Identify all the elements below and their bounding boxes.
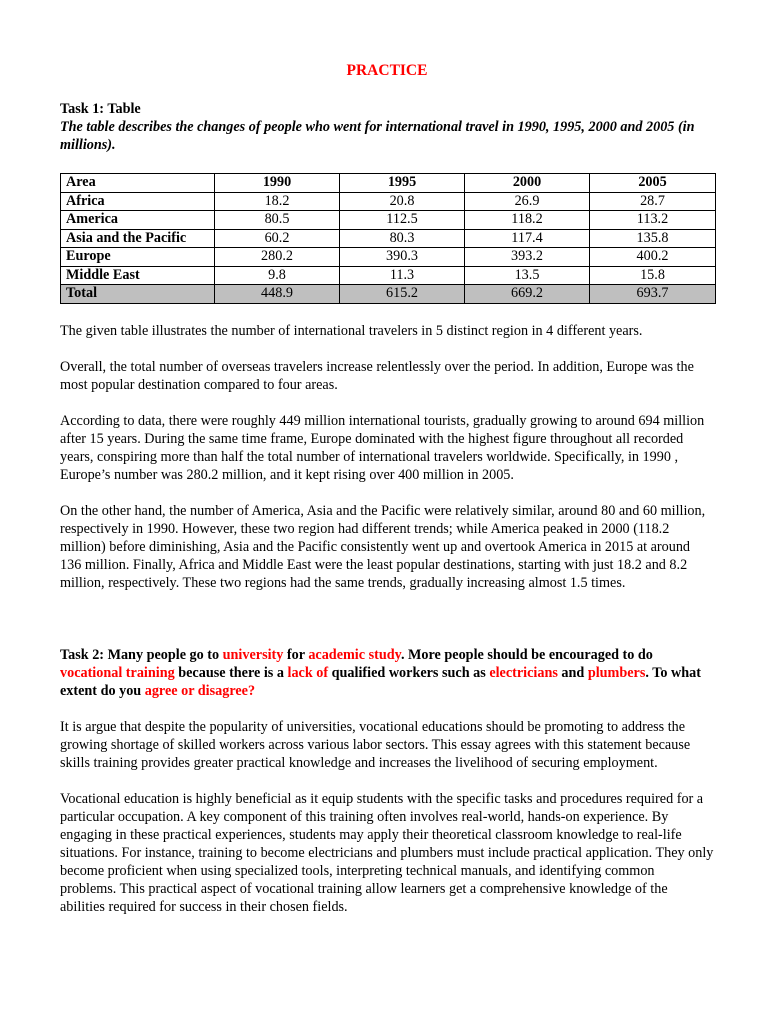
table-cell: 393.2 <box>465 248 590 267</box>
table-total-row <box>61 285 716 304</box>
table-cell: 9.8 <box>215 266 340 285</box>
task2-segment: for <box>283 646 309 663</box>
task2-prompt <box>60 646 714 700</box>
task2-segment: and <box>557 664 588 681</box>
table-row <box>61 211 716 230</box>
table-cell: 20.8 <box>340 192 465 211</box>
table-row <box>61 248 716 267</box>
task2-paragraph: Vocational education is highly beneficial as it equip students with the specific tasks and procedures required for a particular occupation. A key component of this training often involves real-world, hands-on experience. By engaging in these practical experiences, students may apply their theoretical classroom knowledge to real-life situations. For instance, training to become electricians and plumbers must include practical application. They only become proficient when using specialized tools, interpreting technical manuals, and identifying common problems. This practical aspect of vocational training allow learners get a comprehensive knowledge of the abilities required for success in their chosen fields. <box>60 790 714 915</box>
table-cell: 117.4 <box>465 229 590 248</box>
table-cell: 11.3 <box>340 266 465 285</box>
task2-keyword: lack of <box>287 664 329 681</box>
table-cell: 448.9 <box>215 285 340 304</box>
table-cell: 80.3 <box>340 229 465 248</box>
task2-keyword: university <box>222 646 284 663</box>
task1-paragraph: According to data, there were roughly 449 million international tourists, gradually growing to around 694 million after 15 years. During the same time frame, Europe dominated with the highest figure throughout all recorded years, conspiring more than half the total number of international travelers worldwide. Specifically, in 1990 , Europe’s number was 280.2 million, and it kept rising over 400 million in 2005. <box>60 412 705 483</box>
table-cell: 118.2 <box>465 211 590 230</box>
table-cell: 693.7 <box>590 285 716 304</box>
table-row <box>61 192 716 211</box>
table-header-cell: 2000 <box>465 174 590 193</box>
section-spacer <box>60 610 714 646</box>
task2-segment: because there is a <box>174 664 288 681</box>
table-cell-area: Europe <box>61 248 215 267</box>
table-cell-area: Total <box>61 285 215 304</box>
task2-keyword: agree or disagree? <box>144 682 256 699</box>
task1-paragraph: On the other hand, the number of America, Asia and the Pacific were relatively similar, around 80 and 60 million, respectively in 1990. However, these two region had different trends; while America peaked in 2000 (118.2 million) before diminishing, Asia and the Pacific consistently went up and overtook America in 2015 at around 136 million. Finally, Africa and Middle East were the least popular destinations, starting with just 18.2 and 8.2 million, respectively. These two regions had the same trends, gradually increasing almost 1.5 times. <box>60 502 706 591</box>
table-cell-area: America <box>61 211 215 230</box>
task2-segment: . More people should be encouraged to do <box>400 646 653 663</box>
table-cell-area: Middle East <box>61 266 215 285</box>
task2-keyword: academic study <box>308 646 401 663</box>
table-cell: 135.8 <box>590 229 716 248</box>
task2-segment: qualified workers such as <box>328 664 490 681</box>
table-cell: 60.2 <box>215 229 340 248</box>
table-row <box>61 229 716 248</box>
table-cell: 26.9 <box>465 192 590 211</box>
table-cell-area: Africa <box>61 192 215 211</box>
table-row <box>61 266 716 285</box>
table-cell: 400.2 <box>590 248 716 267</box>
task2-keyword: plumbers <box>587 664 646 681</box>
task2-paragraph: It is argue that despite the popularity of universities, vocational educations should be promoting to address the growing shortage of skilled workers across various labor sectors. This essay agrees with this statement because skills training provides greater practical knowledge and increases the livelihood of securing employment. <box>60 718 691 771</box>
task2-keyword: vocational training <box>60 664 175 681</box>
table-cell-area: Asia and the Pacific <box>61 229 215 248</box>
table-cell: 13.5 <box>465 266 590 285</box>
table-header-row <box>61 174 716 193</box>
table-cell: 80.5 <box>215 211 340 230</box>
table-header-cell: 2005 <box>590 174 716 193</box>
task2-segment: . To what extent do you <box>60 664 701 699</box>
document-title: PRACTICE <box>346 62 428 79</box>
table-header-cell: Area <box>61 174 215 193</box>
table-cell: 390.3 <box>340 248 465 267</box>
table-cell: 280.2 <box>215 248 340 267</box>
table-cell: 15.8 <box>590 266 716 285</box>
task1-heading: Task 1: Table <box>60 101 141 117</box>
task1-description: The table describes the changes of people who went for international travel in 1990, 1995, 2000 and 2005 (in millions). <box>60 119 695 153</box>
task2-segment: Task 2: Many people go to <box>60 646 223 663</box>
task2-keyword: electricians <box>489 664 558 681</box>
table-cell: 669.2 <box>465 285 590 304</box>
table-cell: 18.2 <box>215 192 340 211</box>
travel-table <box>60 173 716 304</box>
task1-paragraph: Overall, the total number of overseas travelers increase relentlessly over the period. In addition, Europe was the most popular destination compared to four areas. <box>60 358 694 393</box>
table-header-cell: 1995 <box>340 174 465 193</box>
table-header-cell: 1990 <box>215 174 340 193</box>
table-cell: 615.2 <box>340 285 465 304</box>
table-cell: 113.2 <box>590 211 716 230</box>
task1-paragraph: The given table illustrates the number of international travelers in 5 distinct region in 4 different years. <box>60 322 643 339</box>
table-cell: 112.5 <box>340 211 465 230</box>
table-cell: 28.7 <box>590 192 716 211</box>
